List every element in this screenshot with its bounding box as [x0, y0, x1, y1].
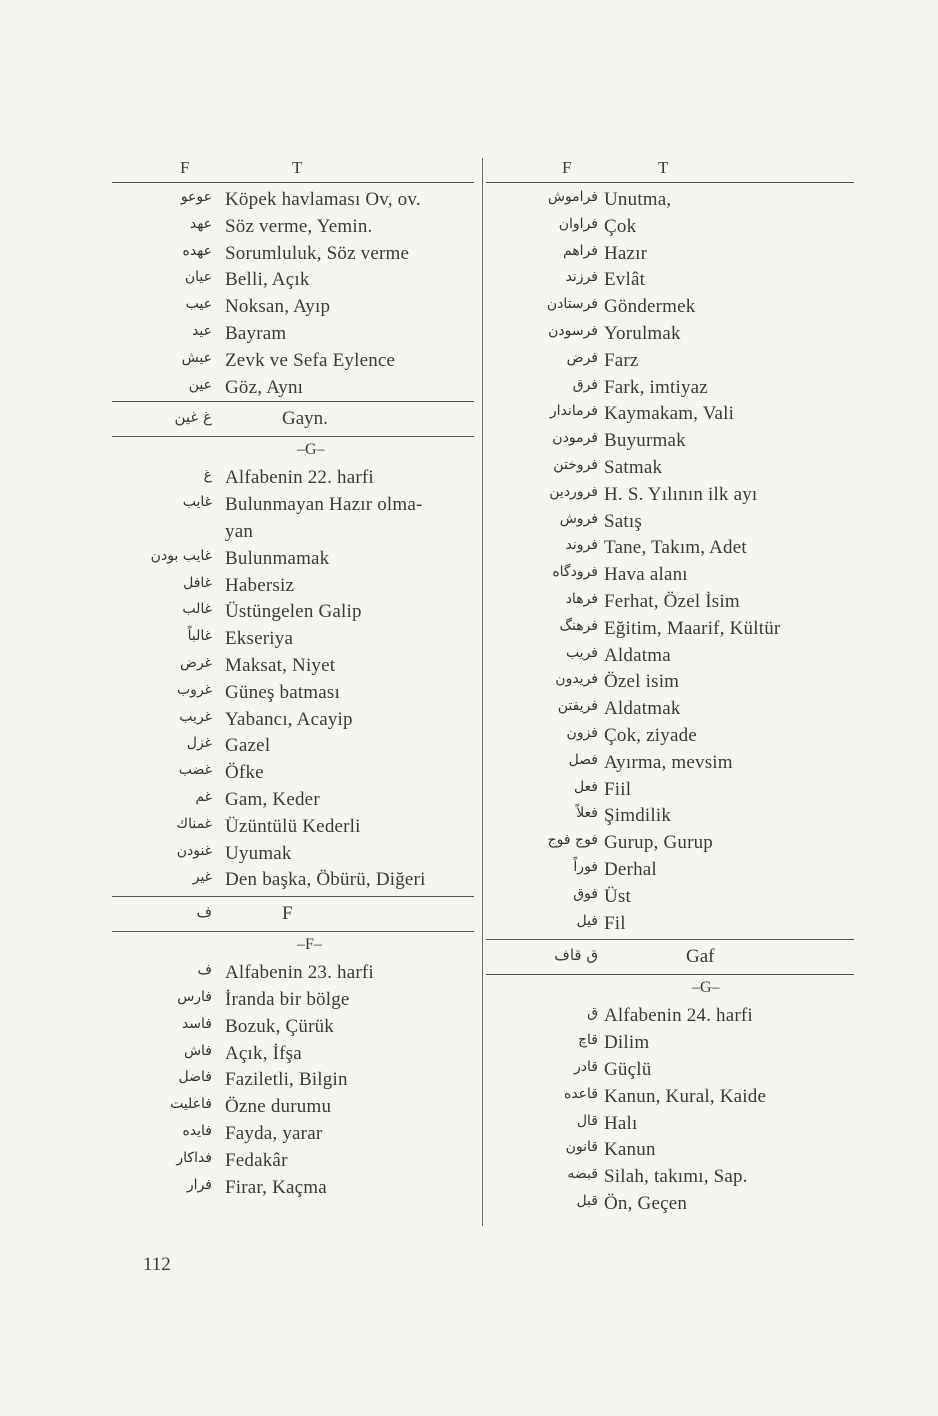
entry-row [112, 492, 474, 519]
persian-word: فرهاد [565, 590, 598, 607]
entry-row [486, 187, 854, 214]
entry-row [486, 509, 854, 536]
persian-word: فرهنگ [559, 617, 598, 634]
header-f: F [562, 158, 572, 177]
turkish-meaning: Gazel [225, 735, 271, 757]
turkish-meaning: Açık, İfşa [225, 1042, 302, 1064]
entry-row [112, 1067, 474, 1094]
section-arabic: غ غين [174, 408, 212, 427]
entry-row [486, 1084, 854, 1111]
turkish-meaning: Evlât [604, 269, 646, 291]
persian-word: عيش [181, 349, 212, 366]
entry-row [486, 723, 854, 750]
persian-word: عوعو [180, 189, 212, 205]
turkish-meaning: Bulunmayan Hazır olma- [225, 494, 423, 516]
turkish-meaning: Göz, Aynı [225, 376, 304, 398]
entry-row [486, 696, 854, 723]
persian-word: فاضل [178, 1069, 212, 1086]
entry-row [486, 830, 854, 857]
turkish-meaning: yan [225, 520, 254, 542]
persian-word: فرض [566, 349, 598, 366]
turkish-meaning: Alfabenin 22. harfi [225, 467, 374, 489]
section-label: Gayn. [282, 408, 328, 430]
entry-row [112, 599, 474, 626]
turkish-meaning: Özel isim [604, 671, 680, 693]
persian-word: فيل [576, 912, 598, 929]
persian-word: فريفتن [557, 698, 598, 715]
entry-row [486, 321, 854, 348]
turkish-meaning: H. S. Yılının ilk ayı [604, 483, 758, 505]
turkish-meaning: Zevk ve Sefa Eylence [225, 349, 396, 371]
persian-word: عيب [185, 296, 212, 313]
persian-word: فرار [186, 1176, 212, 1193]
entry-row [112, 294, 474, 321]
letter-heading-f [112, 932, 474, 960]
entry-row [486, 428, 854, 455]
persian-word: غالباً [187, 628, 212, 645]
turkish-meaning: Köpek havlaması Ov, ov. [225, 189, 421, 210]
entry-row [112, 573, 474, 600]
section-gayn [112, 401, 474, 437]
entry-row [112, 546, 474, 573]
turkish-meaning: Ön, Geçen [604, 1192, 688, 1214]
turkish-meaning: Çok [604, 215, 637, 237]
persian-word: فراموش [547, 189, 598, 205]
persian-word: فصل [568, 751, 598, 768]
persian-word: غايب بودن [150, 547, 212, 564]
entry-row [486, 482, 854, 509]
entry-row [486, 562, 854, 589]
persian-word: عهده [182, 242, 212, 259]
page-number: 112 [143, 1254, 171, 1275]
persian-word: قاعده [564, 1085, 598, 1102]
turkish-meaning: İranda bir bölge [225, 988, 350, 1010]
left-column-header [112, 150, 474, 183]
persian-word: عهد [189, 215, 212, 232]
entry-row [112, 187, 474, 214]
entry-row [112, 1014, 474, 1041]
letter-heading-g [486, 975, 854, 1003]
turkish-meaning: Farz [604, 349, 639, 371]
persian-word: عيد [192, 322, 212, 339]
persian-word: غريب [179, 708, 212, 725]
turkish-meaning: Fedakâr [225, 1149, 288, 1171]
persian-word: غضب [178, 762, 212, 779]
section-f [112, 896, 474, 932]
entry-row [486, 214, 854, 241]
turkish-meaning: Noksan, Ayıp [225, 296, 331, 318]
persian-word: فريدون [555, 671, 598, 688]
persian-word: قال [576, 1112, 598, 1129]
turkish-meaning: Üst [604, 885, 631, 907]
persian-word: فرودگاه [552, 564, 598, 581]
turkish-meaning: Alfabenin 23. harfi [225, 962, 374, 984]
turkish-meaning: Eğitim, Maarif, Kültür [604, 617, 781, 639]
entry-row [486, 1057, 854, 1084]
entry-row [486, 589, 854, 616]
entry-row [112, 707, 474, 734]
persian-word: قبضه [567, 1166, 598, 1183]
entry-row [112, 1041, 474, 1068]
turkish-meaning: Unutma, [604, 189, 672, 210]
turkish-meaning: Aldatma [604, 644, 671, 666]
persian-word: ق [587, 1005, 598, 1022]
persian-word: غرض [180, 654, 212, 671]
turkish-meaning: Fayda, yarar [225, 1122, 323, 1144]
entry-row [112, 760, 474, 787]
entry-row [112, 987, 474, 1014]
persian-word: فروردين [549, 483, 598, 500]
turkish-meaning: Kaymakam, Vali [604, 403, 735, 425]
entry-row [112, 626, 474, 653]
entry-row [486, 1164, 854, 1191]
turkish-meaning: Gam, Keder [225, 788, 320, 810]
turkish-meaning: Tane, Takım, Adet [604, 537, 747, 559]
turkish-meaning: Çok, ziyade [604, 724, 697, 746]
section-arabic: ف [196, 903, 212, 922]
persian-word: غافل [183, 574, 212, 591]
turkish-meaning: Öfke [225, 762, 264, 784]
entry-row [486, 884, 854, 911]
persian-word: فداكار [176, 1149, 212, 1166]
letter-text: –G– [692, 979, 720, 997]
turkish-meaning: Güçlü [604, 1058, 652, 1080]
turkish-meaning: Ayırma, mevsim [604, 751, 733, 773]
persian-word: غير [192, 869, 212, 886]
persian-word: فارس [177, 988, 212, 1005]
persian-word: فرزند [565, 269, 598, 286]
entry-row [112, 1094, 474, 1121]
persian-word: فريب [565, 644, 598, 661]
turkish-meaning: Satmak [604, 456, 663, 478]
turkish-meaning: Gurup, Gurup [604, 832, 713, 854]
entry-row [486, 401, 854, 428]
header-t: T [658, 158, 669, 177]
persian-word: فرماندار [549, 403, 598, 420]
turkish-meaning: Derhal [604, 858, 657, 880]
turkish-meaning: Kanun, Kural, Kaide [604, 1085, 767, 1107]
entry-row [486, 455, 854, 482]
right-top-entries [486, 183, 854, 937]
turkish-meaning: Üzüntülü Kederli [225, 815, 361, 837]
left-column [112, 150, 474, 1201]
persian-word: عيان [184, 269, 212, 286]
persian-word: غزل [186, 735, 212, 752]
letter-text: –F– [297, 936, 322, 954]
turkish-meaning: Hazır [604, 242, 648, 264]
turkish-meaning: Göndermek [604, 296, 696, 318]
turkish-meaning: Silah, takımı, Sap. [604, 1166, 748, 1188]
turkish-meaning: Belli, Açık [225, 269, 310, 291]
persian-word: فرمودن [552, 430, 598, 447]
entry-row [486, 1137, 854, 1164]
persian-word: غنودن [176, 842, 212, 859]
entry-row [112, 867, 474, 894]
turkish-meaning: Bayram [225, 322, 287, 344]
turkish-meaning: Dilim [604, 1032, 650, 1054]
section-label: F [282, 903, 293, 925]
entry-row [112, 1121, 474, 1148]
turkish-meaning: Maksat, Niyet [225, 654, 336, 676]
persian-word: فعل [573, 778, 598, 795]
entry-row [112, 321, 474, 348]
entry-row [486, 803, 854, 830]
letter-text: –G– [297, 441, 325, 459]
persian-word: قبل [576, 1192, 598, 1209]
entry-row [486, 1003, 854, 1030]
persian-word: فايده [182, 1122, 212, 1139]
entry-row [486, 348, 854, 375]
persian-word: فاسد [181, 1015, 212, 1032]
persian-word: فروند [565, 537, 598, 554]
entry-row [486, 267, 854, 294]
turkish-meaning: Özne durumu [225, 1096, 332, 1118]
entry-row [486, 777, 854, 804]
right-q-entries [486, 1003, 854, 1217]
persian-word: فراوان [558, 215, 598, 232]
turkish-meaning: Yorulmak [604, 322, 681, 344]
turkish-meaning: Yabancı, Acayip [225, 708, 353, 730]
entry-row [112, 519, 474, 546]
turkish-meaning: Şimdilik [604, 805, 672, 827]
header-t: T [292, 158, 303, 177]
persian-word: فوج فوج [547, 832, 598, 849]
left-g-entries [112, 465, 474, 894]
entry-row [486, 375, 854, 402]
turkish-meaning: Habersiz [225, 574, 295, 596]
turkish-meaning: Buyurmak [604, 430, 686, 452]
persian-word: فرستادن [546, 296, 598, 313]
persian-word: غايب [182, 494, 212, 511]
persian-word: فروش [559, 510, 598, 527]
entry-row [112, 241, 474, 268]
entry-row [486, 857, 854, 884]
entry-row [112, 733, 474, 760]
section-gaf [486, 939, 854, 975]
persian-word: فوق [573, 885, 598, 902]
turkish-meaning: Güneş batması [225, 681, 340, 703]
persian-word: فرق [572, 376, 598, 393]
persian-word: فعلاً [576, 805, 598, 822]
turkish-meaning: Satış [604, 510, 642, 532]
persian-word: فرسودن [548, 322, 598, 339]
turkish-meaning: Fiil [604, 778, 632, 800]
entry-row [112, 680, 474, 707]
entry-row [112, 1148, 474, 1175]
turkish-meaning: Bozuk, Çürük [225, 1015, 335, 1037]
entry-row [486, 669, 854, 696]
right-column [486, 150, 854, 1218]
persian-word: فروختن [553, 456, 598, 473]
persian-word: قانون [565, 1139, 598, 1156]
turkish-meaning: Bulunmamak [225, 547, 330, 569]
persian-word: غروب [177, 681, 212, 698]
turkish-meaning: Hava alanı [604, 564, 688, 586]
entry-row [112, 465, 474, 492]
entry-row [112, 1175, 474, 1202]
entry-row [486, 616, 854, 643]
entry-row [486, 643, 854, 670]
persian-word: فراهم [562, 242, 598, 259]
turkish-meaning: Üstüngelen Galip [225, 601, 362, 623]
persian-word: فاعليت [170, 1096, 212, 1113]
entry-row [486, 750, 854, 777]
entry-row [486, 1111, 854, 1138]
entry-row [486, 241, 854, 268]
entry-row [112, 960, 474, 987]
persian-word: قادر [574, 1058, 598, 1075]
entry-row [112, 375, 474, 402]
turkish-meaning: Ekseriya [225, 628, 294, 650]
entry-row [486, 1030, 854, 1057]
entry-row [486, 294, 854, 321]
letter-heading-g [112, 437, 474, 465]
persian-word: غالب [182, 601, 212, 618]
turkish-meaning: Kanun [604, 1139, 656, 1161]
entry-row [112, 814, 474, 841]
persian-word: غمناك [176, 815, 212, 832]
turkish-meaning: Ferhat, Özel İsim [604, 590, 740, 612]
persian-word: فزون [566, 724, 598, 741]
turkish-meaning: Faziletli, Bilgin [225, 1069, 348, 1091]
entry-row [486, 535, 854, 562]
turkish-meaning: Alfabenin 24. harfi [604, 1005, 753, 1027]
persian-word: فوراً [573, 858, 598, 875]
persian-word: عين [188, 376, 212, 393]
turkish-meaning: Uyumak [225, 842, 292, 864]
section-label: Gaf [686, 946, 715, 968]
entry-row [112, 787, 474, 814]
persian-word: غ [203, 467, 212, 484]
turkish-meaning: Aldatmak [604, 698, 681, 720]
header-f: F [180, 158, 190, 177]
column-divider [482, 158, 483, 1226]
persian-word: فاش [183, 1042, 212, 1059]
entry-row [112, 267, 474, 294]
entry-row [112, 841, 474, 868]
persian-word: ف [197, 962, 212, 979]
turkish-meaning: Den başka, Öbürü, Diğeri [225, 869, 426, 891]
entry-row [486, 911, 854, 938]
left-f-entries [112, 960, 474, 1201]
turkish-meaning: Fark, imtiyaz [604, 376, 708, 398]
turkish-meaning: Halı [604, 1112, 638, 1134]
section-arabic: ق قاف [554, 946, 598, 965]
turkish-meaning: Fil [604, 912, 626, 934]
turkish-meaning: Sorumluluk, Söz verme [225, 242, 410, 264]
entry-row [112, 348, 474, 375]
turkish-meaning: Firar, Kaçma [225, 1176, 327, 1198]
persian-word: قاچ [578, 1032, 598, 1049]
entry-row [112, 653, 474, 680]
persian-word: غم [195, 788, 212, 805]
entry-row [112, 214, 474, 241]
entry-row [486, 1191, 854, 1218]
left-top-entries [112, 183, 474, 401]
right-column-header [486, 150, 854, 183]
turkish-meaning: Söz verme, Yemin. [225, 215, 373, 237]
